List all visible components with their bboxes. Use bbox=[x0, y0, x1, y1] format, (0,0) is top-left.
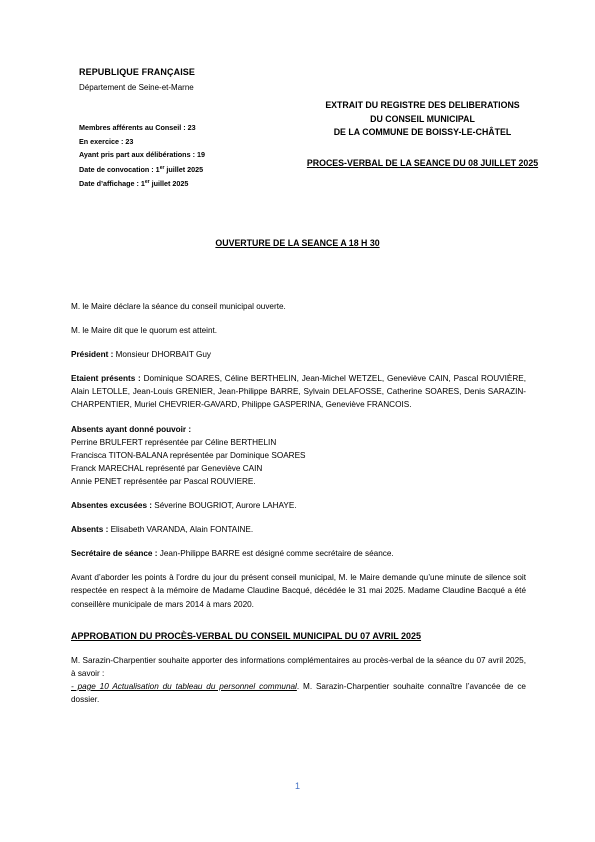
paragraph-opening: M. le Maire déclare la séance du conseil municipal ouverte. bbox=[71, 302, 286, 311]
session-stats bbox=[79, 121, 279, 191]
stat-affichage: Date d’affichage : 1er juillet 2025 bbox=[79, 179, 189, 189]
header-left bbox=[79, 67, 279, 92]
pouvoir-line: Perrine BRULFERT représentée par Céline BERTHELIN bbox=[71, 437, 277, 447]
paragraph-quorum: M. le Maire dit que le quorum est atteint. bbox=[71, 326, 218, 336]
stat-members: Membres afférents au Conseil : 23 bbox=[79, 123, 196, 132]
document-body bbox=[71, 300, 526, 717]
page10-paragraph: - page 10 Actualisation du tableau du personnel communal. M. Sarazin-Charpentier souhaite connaître l’avancée de ce dossier. bbox=[71, 681, 526, 704]
ouverture-heading: OUVERTURE DE LA SEANCE A 18 H 30 bbox=[215, 238, 380, 248]
excuses: Absentes excusées : Séverine BOUGRIOT, Aurore LAHAYE. bbox=[71, 501, 297, 511]
extrait-line-1: EXTRAIT DU REGISTRE DES DELIBERATIONS bbox=[325, 100, 520, 110]
stat-exercice: En exercice : 23 bbox=[79, 136, 134, 146]
pouvoir-line: Annie PENET représentée par Pascal ROUVIERE. bbox=[71, 476, 256, 486]
pouvoir-line: Franck MARECHAL représenté par Geneviève CAIN bbox=[71, 463, 263, 473]
extrait-line-3: DE LA COMMUNE DE BOISSY-LE-CHÂTEL bbox=[333, 127, 512, 137]
presents: Etaient présents : Dominique SOARES, Céline BERTHELIN, Jean-Michel WETZEL, Geneviève CAIN, Pascal ROUVIÈRE, Alain LETOLLE, Jean-Louis GRENIER, Jean-Philippe BARRE, Sylvain DELAFOSSE, Catherine SOARES, Denis SARAZIN-CHARPENTIER, Muriel CHEVRIER-GAVARD, Philippe GASPERINA, Geneviève FRANCOIS. bbox=[71, 374, 527, 410]
pv-title: PROCES-VERBAL DE LA SEANCE DU 08 JUILLET 2025 bbox=[306, 158, 539, 168]
department: Département de Seine-et-Marne bbox=[79, 83, 194, 92]
pouvoirs-label: Absents ayant donné pouvoir : bbox=[71, 424, 192, 434]
stat-participants: Ayant pris part aux délibérations : 19 bbox=[79, 150, 205, 160]
sarazin-paragraph: M. Sarazin-Charpentier souhaite apporter des informations complémentaires au procès-verbal de la séance du 07 avril 2025, à savoir : bbox=[71, 655, 526, 678]
extrait-title bbox=[280, 99, 565, 140]
minute-silence: Avant d’aborder les points à l’ordre du jour du présent conseil municipal, M. le Maire demande qu’une minute de silence soit respectée en respect à la mémoire de Madame Claudine Bacqué, décédée le 31 mai 2025. Madame Claudine Bacqué a été conseillère municipale de mars 2014 à mars 2020. bbox=[71, 573, 526, 609]
extrait-line-2: DU CONSEIL MUNICIPAL bbox=[370, 113, 475, 124]
section-approbation: APPROBATION DU PROCÈS-VERBAL DU CONSEIL MUNICIPAL DU 07 AVRIL 2025 bbox=[71, 630, 422, 641]
president: Président : Monsieur DHORBAIT Guy bbox=[71, 350, 211, 360]
secretaire: Secrétaire de séance : Jean-Philippe BARRE est désigné comme secrétaire de séance. bbox=[71, 549, 394, 559]
page-number: 1 bbox=[294, 781, 300, 791]
page10-link[interactable]: - page 10 Actualisation du tableau du personnel communal bbox=[71, 681, 297, 691]
stat-convocation: Date de convocation : 1er juillet 2025 bbox=[79, 164, 204, 174]
absents: Absents : Elisabeth VARANDA, Alain FONTAINE. bbox=[71, 525, 254, 535]
republic-title: REPUBLIQUE FRANÇAISE bbox=[79, 67, 196, 77]
pouvoir-line: Francisca TITON-BALANA représentée par Dominique SOARES bbox=[71, 450, 306, 460]
pouvoirs bbox=[71, 423, 526, 488]
